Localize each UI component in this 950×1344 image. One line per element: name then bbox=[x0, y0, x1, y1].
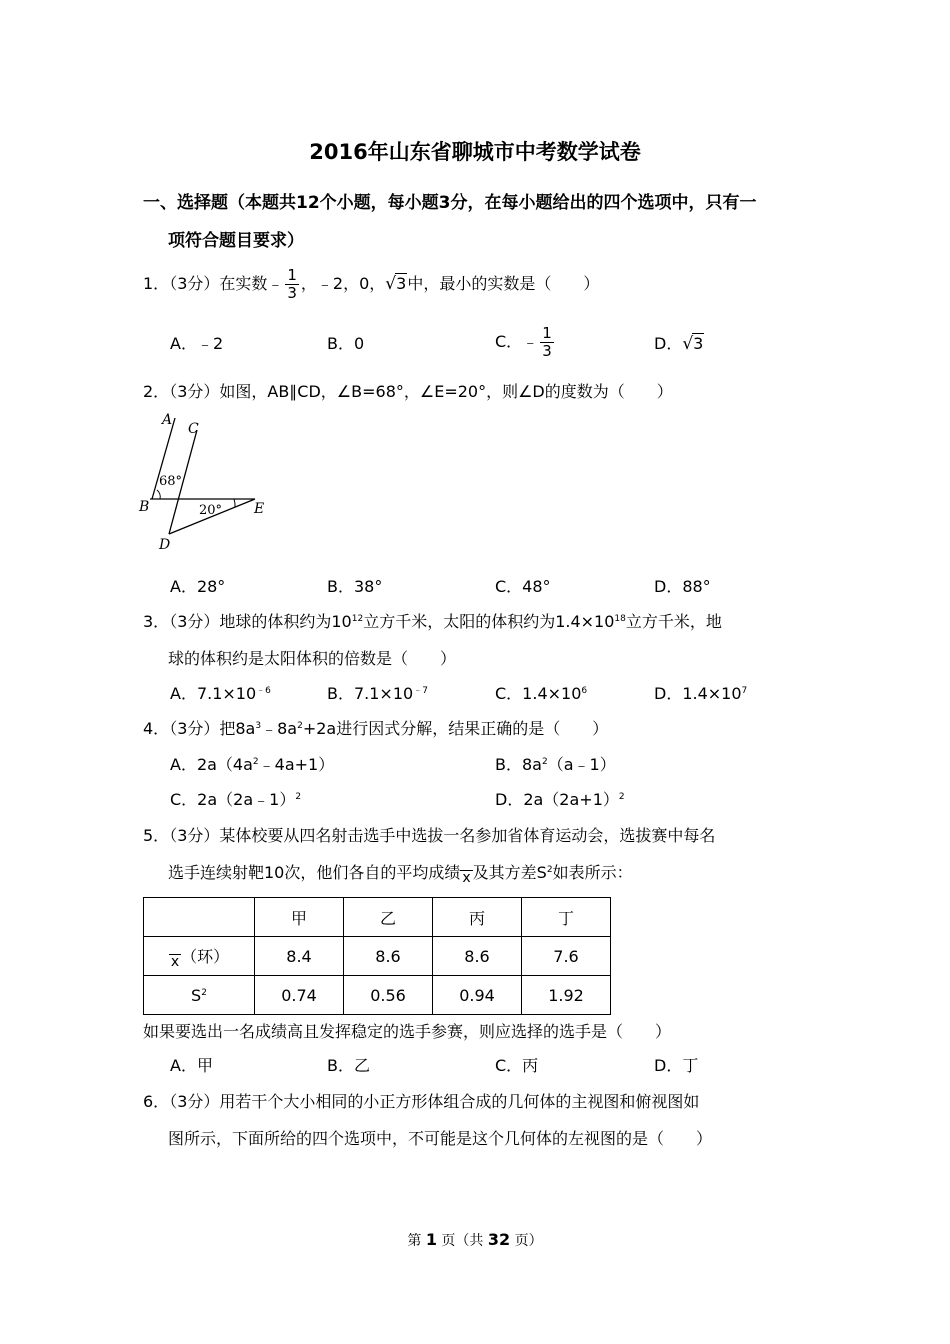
table-cell: 8.6 bbox=[433, 937, 522, 976]
question-5-after: 如果要选出一名成绩高且发挥稳定的选手参赛，则应选择的选手是（ ） bbox=[143, 1022, 672, 1041]
sqrt-symbol-icon: √ bbox=[682, 334, 694, 354]
page-number: 1 bbox=[425, 1230, 437, 1249]
angle-b-arc bbox=[157, 490, 160, 499]
question-text: 如表所示： bbox=[552, 863, 633, 882]
table-cell: 7.6 bbox=[522, 937, 611, 976]
unit-label: （环） bbox=[181, 946, 230, 966]
question-number: 5． bbox=[143, 826, 170, 845]
exponent: ﹣6 bbox=[256, 686, 271, 696]
exponent: 2 bbox=[201, 987, 207, 998]
q2-option-b: B．38° bbox=[327, 577, 383, 596]
question-text: 立方千米，地 bbox=[625, 612, 722, 631]
mean-symbol: x bbox=[462, 870, 471, 886]
exponent: 6 bbox=[581, 686, 588, 696]
option-text: A．7.1×10 bbox=[170, 684, 257, 703]
table-cell: 1.92 bbox=[522, 976, 611, 1015]
q5-option-d: D．丁 bbox=[654, 1056, 699, 1075]
fraction bbox=[285, 268, 299, 301]
fraction-denominator: 3 bbox=[287, 284, 297, 302]
q3-option-b bbox=[327, 683, 428, 705]
score-table bbox=[143, 897, 611, 1015]
table-row bbox=[144, 937, 611, 976]
q1-option-a: A．﹣2 bbox=[170, 334, 224, 353]
q2-option-a: A．28° bbox=[170, 577, 226, 596]
q3-option-d bbox=[654, 683, 747, 705]
q5-option-a: A．甲 bbox=[170, 1056, 213, 1075]
angle-e-arc bbox=[234, 499, 235, 507]
option-text: D．2a（2a+1） bbox=[495, 790, 619, 809]
q1-option-c bbox=[495, 326, 556, 359]
label-a: A bbox=[162, 412, 173, 428]
fraction-numerator: 1 bbox=[542, 324, 552, 342]
question-text: （3分）如图，AB∥CD，∠B=68°，∠E=20°，则∠D的度数为（ ） bbox=[169, 382, 673, 401]
question-6 bbox=[143, 1091, 699, 1113]
geometry-figure bbox=[135, 410, 275, 555]
page-footer bbox=[0, 1230, 950, 1250]
table-row-label bbox=[144, 976, 255, 1015]
table-header-cell bbox=[144, 898, 255, 937]
table-cell: 8.4 bbox=[255, 937, 344, 976]
sqrt-radicand: 3 bbox=[693, 334, 704, 353]
question-text: （3分）用若干个大小相同的小正方形体组合成的几何体的主视图和俯视图如 bbox=[169, 1092, 700, 1111]
footer-text: 第 bbox=[407, 1233, 426, 1249]
question-text: ﹣8a bbox=[261, 719, 298, 738]
question-5-line2 bbox=[168, 862, 633, 885]
question-3-line2: 球的体积约是太阳体积的倍数是（ ） bbox=[168, 649, 457, 668]
variance-symbol: S bbox=[191, 985, 202, 1005]
exponent: 12 bbox=[351, 614, 364, 624]
question-5 bbox=[143, 825, 715, 847]
option-text: C．1.4×10 bbox=[495, 684, 582, 703]
q2-option-c: C．48° bbox=[495, 577, 551, 596]
option-text: ﹣4a+1） bbox=[258, 755, 335, 774]
question-text: 立方千米，太阳的体积约为1.4×10 bbox=[363, 612, 615, 631]
question-text: +2a进行因式分解，结果正确的是（ ） bbox=[302, 719, 609, 738]
exponent: ﹣7 bbox=[413, 686, 428, 696]
question-text: 及其方差S bbox=[472, 863, 547, 882]
exponent: 7 bbox=[741, 686, 748, 696]
sqrt-symbol-icon: √ bbox=[385, 274, 397, 294]
option-text: C．2a（2a﹣1） bbox=[170, 790, 296, 809]
sqrt-expression bbox=[682, 333, 704, 355]
question-text: ，﹣2，0， bbox=[300, 274, 386, 293]
exponent: 2 bbox=[252, 757, 259, 767]
q5-option-c: C．丙 bbox=[495, 1056, 539, 1075]
table-header-cell: 乙 bbox=[344, 898, 433, 937]
question-number: 3． bbox=[143, 612, 170, 631]
question-text: （3分）地球的体积约为10 bbox=[169, 612, 352, 631]
question-number: 6． bbox=[143, 1092, 170, 1111]
table-row bbox=[144, 976, 611, 1015]
question-3 bbox=[143, 611, 722, 633]
option-label: D． bbox=[654, 334, 683, 353]
exponent: 2 bbox=[546, 865, 553, 875]
q4-option-b bbox=[495, 754, 616, 776]
option-text: B．8a bbox=[495, 755, 542, 774]
fraction-numerator: 1 bbox=[287, 266, 297, 284]
option-text: B．7.1×10 bbox=[327, 684, 414, 703]
question-1 bbox=[143, 268, 599, 301]
question-number: 2． bbox=[143, 382, 170, 401]
table-header-cell: 丁 bbox=[522, 898, 611, 937]
table-cell: 8.6 bbox=[344, 937, 433, 976]
sqrt-radicand: 3 bbox=[396, 274, 407, 293]
exponent: 2 bbox=[541, 757, 548, 767]
q3-option-c bbox=[495, 683, 587, 705]
mean-symbol: x bbox=[170, 953, 180, 970]
exponent: 2 bbox=[297, 721, 303, 731]
question-text: （3分）在实数﹣ bbox=[169, 274, 284, 293]
section-heading-line1: 一、选择题（本题共12个小题，每小题3分，在每小题给出的四个选项中，只有一 bbox=[143, 193, 757, 213]
footer-text: 页） bbox=[510, 1233, 543, 1249]
q5-option-b: B．乙 bbox=[327, 1056, 370, 1075]
exponent: 2 bbox=[295, 792, 302, 802]
label-b: B bbox=[139, 499, 150, 515]
table-cell: 0.74 bbox=[255, 976, 344, 1015]
option-text: （a﹣1） bbox=[547, 755, 616, 774]
section-heading-line2: 项符合题目要求） bbox=[168, 231, 304, 251]
angle-e-label: 20° bbox=[199, 503, 223, 518]
question-6-line2: 图所示，下面所给的四个选项中，不可能是这个几何体的左视图的是（ ） bbox=[168, 1129, 713, 1148]
page-total: 32 bbox=[487, 1230, 511, 1249]
q3-option-a bbox=[170, 683, 271, 705]
question-4 bbox=[143, 718, 608, 740]
question-text: 选手连续射靶10次，他们各自的平均成绩 bbox=[168, 863, 461, 882]
angle-b-label: 68° bbox=[159, 474, 183, 489]
q1-option-b: B．0 bbox=[327, 334, 365, 353]
exponent: 18 bbox=[614, 614, 626, 624]
q4-option-d bbox=[495, 789, 625, 811]
table-cell: 0.94 bbox=[433, 976, 522, 1015]
q2-option-d: D．88° bbox=[654, 577, 711, 596]
question-text: 中，最小的实数是（ ） bbox=[407, 274, 600, 293]
table-cell: 0.56 bbox=[344, 976, 433, 1015]
table-header-cell: 丙 bbox=[433, 898, 522, 937]
exponent: 2 bbox=[618, 792, 625, 802]
label-d: D bbox=[159, 537, 171, 553]
q1-option-d bbox=[654, 333, 704, 355]
question-number: 4． bbox=[143, 719, 170, 738]
question-text: （3分）某体校要从四名射击选手中选拔一名参加省体育运动会，选拔赛中每名 bbox=[169, 826, 716, 845]
question-text: （3分）把8a bbox=[169, 719, 256, 738]
exponent: 3 bbox=[255, 721, 262, 731]
option-label: C． bbox=[495, 332, 523, 351]
page-title: 2016年山东省聊城市中考数学试卷 bbox=[309, 140, 641, 164]
option-sign: ﹣ bbox=[522, 332, 539, 351]
q4-option-c bbox=[170, 789, 301, 811]
sqrt-expression bbox=[385, 273, 407, 295]
fraction bbox=[540, 326, 554, 359]
fraction-denominator: 3 bbox=[542, 342, 552, 360]
table-row-label bbox=[144, 937, 255, 976]
option-text: A．2a（4a bbox=[170, 755, 253, 774]
table-row bbox=[144, 898, 611, 937]
footer-text: 页（共 bbox=[436, 1233, 488, 1249]
question-number: 1． bbox=[143, 274, 170, 293]
option-text: D．1.4×10 bbox=[654, 684, 742, 703]
q4-option-a bbox=[170, 754, 334, 776]
question-2 bbox=[143, 381, 673, 403]
table-header-cell: 甲 bbox=[255, 898, 344, 937]
label-c: C bbox=[188, 421, 199, 437]
label-e: E bbox=[254, 501, 265, 517]
